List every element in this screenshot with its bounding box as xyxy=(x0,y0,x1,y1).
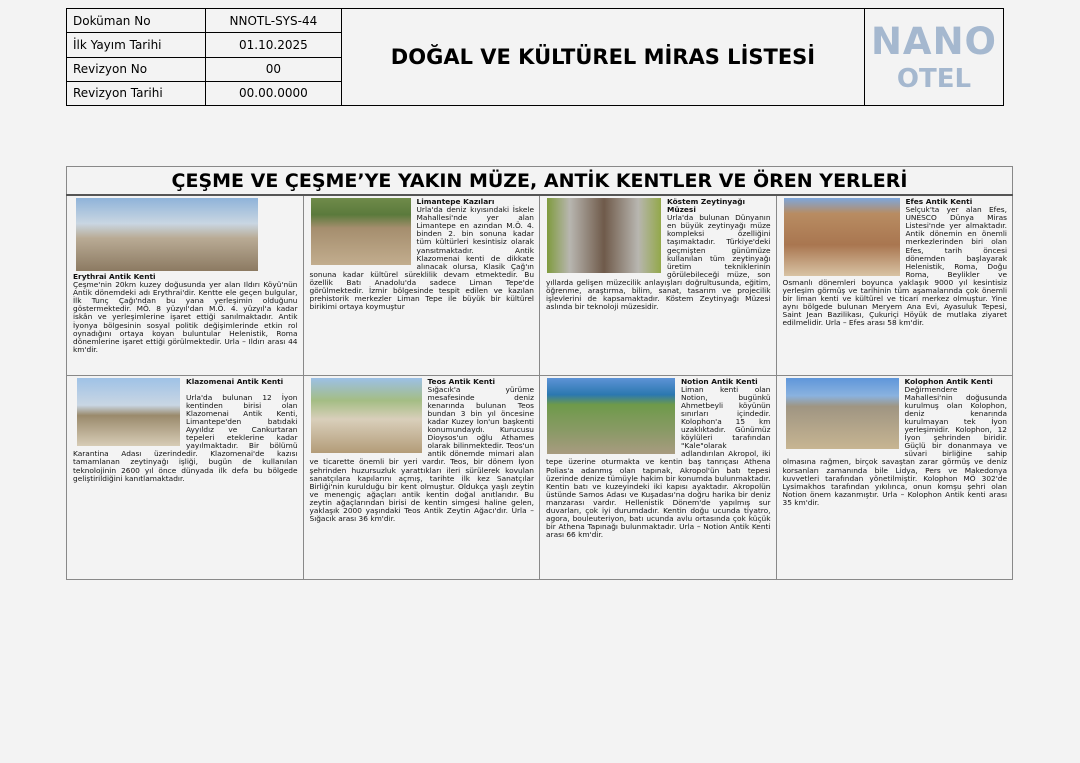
place-title: Limantepe Kazıları xyxy=(416,197,495,206)
place-cell xyxy=(776,375,1013,579)
kolophon-photo xyxy=(786,378,899,449)
revision-date-value: 00.00.0000 xyxy=(205,81,341,105)
place-cell xyxy=(67,375,304,579)
place-text: Değirmendere Mahallesi'nin doğusunda kurulmuş olan Kolophon, deniz kenarında kurulmayan tek İyon yerleşimidir. Kolophon, 12 İyon şehrinden biridir. Güçlü bir donanmaya ve süvari birliğine sahip olmasına rağmen, birçok savaştan zarar görmüş ve deniz korsanları zamanında bile Lidya, Pers ve Makedonya kuvvetleri tarafından yönetilmiştir. Kolophon MÖ 302'de Lysimakhos tarafından yıkılınca, onun komşu şehri olan Notion önem kazanmıştır. Urla – Kolophon Antik kenti arası 35 km'dir. xyxy=(782,384,1007,507)
place-text: Urla'da deniz kıyısındaki İskele Mahallesi'nde yer alan Limantepe en azından M.Ö. 4. binden 2. bin sonuna kadar tüm kültürleri kesintisiz olarak yansıtmaktadır. Antik Klazomenai kenti de dikkate alınacak olursa, Klasik Çağ'ın sonuna kadar kültürel süreklilik devam etmektedir. Bu özellik Batı Anadolu'da sadece Liman Tepe'de görülmektedir. İzmir bölgesinde tespit edilen ve kazılan prehistorik merkezler Liman Tepe ile büyük bir kültürel birikimi ortaya koymuştur xyxy=(309,205,534,312)
place-title: Klazomenai Antik Kenti xyxy=(186,376,284,386)
hotel-logo xyxy=(864,9,1003,106)
place-title: Teos Antik Kenti xyxy=(427,376,496,386)
logo-line1: NANO xyxy=(870,19,997,63)
first-publish-value: 01.10.2025 xyxy=(205,33,341,57)
place-cell xyxy=(303,195,540,375)
notion-photo xyxy=(547,378,675,454)
document-title: DOĞAL VE KÜLTÜREL MİRAS LİSTESİ xyxy=(341,9,864,106)
place-text: Urla'da bulunan 12 İyon kentinden birisi olan Klazomenai Antik Kenti, Limantepe'den batıdaki Ayyıldız ve Cankurtaran tepeleri eteklerine kadar yayılmaktadır. Bir bölümü Karantina Adası üzerindedir. Klazomenai'de kazısı tamamlanan zeytinyağı işliği, bugün de kullanılan teknolojinin 2600 yıl önce dünyada ilk defa bu bölgede geliştirildiğini kanıtlamaktadır. xyxy=(73,392,298,483)
place-cell xyxy=(540,195,777,375)
revision-no-value: 00 xyxy=(205,57,341,81)
place-text: Sığacık'a yürüme mesafesinde deniz kenarında bulunan Teos bundan 3 bin yıl öncesine kadar Kuzey İon'un başkenti konumundaydı. Kurucusu Dioysos'un oğlu Athames olarak bilinmektedir. Teos'un antik dönemde mimari alan ve ticarette önemli bir yeri vardır. Teos, bir dönem İyon şehrinden huzursuzluk yarattıkları ileri sürülerek kovulan sanatçılara kapılarını açmış, tarihte ilk kez Sanatçılar Birliği'nin kurulduğu bir kent olmuştur. Oldukça yaşlı zeytin ve menengiç ağaçları antik kentin doğal anıtlarıdır. Bu zeytin ağaçlarından birisi de kentin simgesi haline gelen, yaklaşık 2000 yaşındaki Teos Antik Zeytin Ağacı'dır. Urla – Sığacık arası 36 km'dir. xyxy=(309,384,534,524)
klazomenai-photo xyxy=(77,378,180,446)
place-text: Urla'da bulunan Dünyanın en büyük zeytinyağı müze kompleksi özelliğini taşımaktadır. Türkiye'deki geçmişten günümüze kullanılan tüm zeytinyağı üretim tekniklerinin görülebileceği müze, son yıllarda gelişen müzecilik anlayışları doğrultusunda, eğitim, öğrenme, araştırma, bilim, sanat, tasarım ve projecilik işlevlerini de kapsamaktadır. Köstem Zeytinyağı Müzesi aslında bir teknoloji müzesidir. xyxy=(546,213,771,312)
place-cell xyxy=(776,195,1013,375)
logo-line2: OTEL xyxy=(896,63,972,94)
place-title: Efes Antik Kenti xyxy=(905,197,973,206)
efes-photo xyxy=(784,198,900,276)
first-publish-label: İlk Yayım Tarihi xyxy=(67,33,206,57)
place-title: Kolophon Antik Kenti xyxy=(904,376,993,386)
doc-no-label: Doküman No xyxy=(67,9,206,33)
section-title: ÇEŞME VE ÇEŞME’YE YAKIN MÜZE, ANTİK KENTLER VE ÖREN YERLERİ xyxy=(67,167,1013,196)
place-text: Liman kenti olan Notion, bugünkü Ahmetbeyli köyünün sınırları içindedir. Kolophon'a 15 km uzaklıktadır. Günümüz köylüleri tarafından "Kale"olarak adlandırılan Akropol, iki tepe üzerine oturmakta ve kentin baş tanrıçası Athena Polias'a adanmış olan tapınak, Akropol'ün batı tepesi üzerinde denize tümüyle hakim bir konumda bulunmaktadır. Kentin batı ve kuzeyindeki iki kapısı ayaktadır. Akropolün üstünde Samos Adası ve Kuşadası'na doğru harika bir deniz manzarası vardır. Hellenistik Dönem'de yapılmış sur duvarları, çok iyi durumdadır. Kentin doğu ucunda tiyatro, agora, bouleuteriyon, batı ucunda avlu ortasında çok küçük bir Athena Tapınağı bulunmaktadır. Urla – Notion Antik Kenti arası 66 km'dir. xyxy=(546,384,771,540)
place-text: Çeşme'nin 20km kuzey doğusunda yer alan Ildırı Köyü'nün Antik dönemdeki adı Erythrai'dir. Kentte ele geçen bulgular, İlk Tunç Çağı'ndan bu yana yerleşimin olduğunu göstermektedir. MÖ. 8 yüzyıl'dan M.Ö. 4. yüzyıl'a kadar iskân ve yerleşimlerine işaret ettiği sanılmaktadır. Antik İyonya bölgesinin sosyal politik değişimlerinde etkin rol oynadığını ortaya koyan buluntular Helenistik, Roma dönemlerine işaret ettiği görülmektedir. Urla – Ildırı arası 44 km'dir. xyxy=(73,280,298,354)
revision-no-label: Revizyon No xyxy=(67,57,206,81)
teos-photo xyxy=(311,378,422,453)
places-table xyxy=(66,166,1013,580)
place-title: Köstem Zeytinyağı Müzesi xyxy=(667,197,746,215)
place-title: Notion Antik Kenti xyxy=(681,376,758,386)
document-header xyxy=(66,8,1004,106)
place-text: Selçuk'ta yer alan Efes, UNESCO Dünya Miras Listesi'nde yer almaktadır. Antik dönemin en önemli merkezlerinden biri olan Efes, tarih öncesi dönemden başlayarak Helenistik, Roma, Doğu Roma, Beylikler ve Osmanlı dönemleri boyunca yaklaşık 9000 yıl kesintisiz yerleşim görmüş ve tarihinin tüm aşamalarında çok önemli bir liman kenti ve kültürel ve ticari merkez olmuştur. Yine aynı bölgede bulunan Meryem Ana Evi, Ayasuluk Tepesi, Saint Jean Bazilikası, Çukuriçi Höyük de mutlaka ziyaret edilmelidir. Urla – Efes arası 58 km'dir. xyxy=(782,205,1007,328)
place-cell xyxy=(67,195,304,375)
limantepe-photo xyxy=(311,198,411,265)
place-cell xyxy=(540,375,777,579)
kostem-museum-photo xyxy=(547,198,661,273)
doc-no-value: NNOTL-SYS-44 xyxy=(205,9,341,33)
revision-date-label: Revizyon Tarihi xyxy=(67,81,206,105)
place-title: Erythrai Antik Kenti xyxy=(73,272,156,281)
place-cell xyxy=(303,375,540,579)
erythrai-photo xyxy=(76,198,258,271)
